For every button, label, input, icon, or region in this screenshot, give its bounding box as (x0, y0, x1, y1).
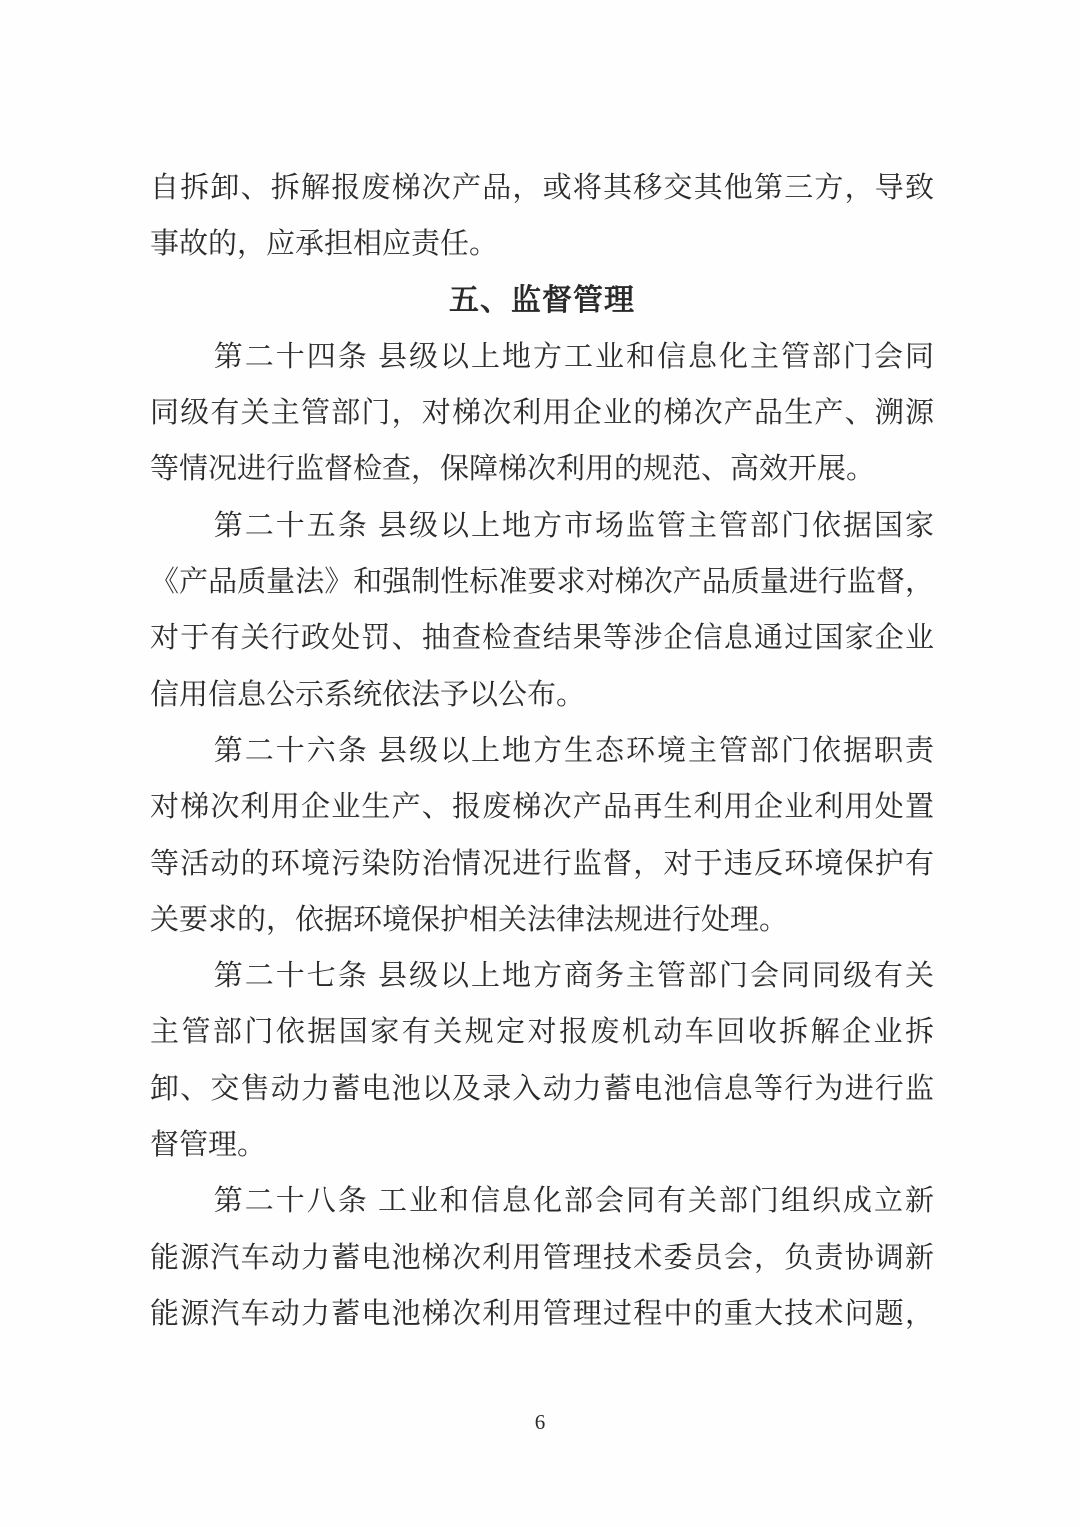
text-line: 第二十五条 县级以上地方市场监管主管部门依据国家 (213, 509, 934, 542)
text-line: 信用信息公示系统依法予以公布。 (150, 678, 586, 711)
text-line: 同级有关主管部门，对梯次利用企业的梯次产品生产、溯源 (150, 397, 934, 430)
text-line: 卸、交售动力蓄电池以及录入动力蓄电池信息等行为进行监 (150, 1072, 934, 1105)
text-line: 《产品质量法》和强制性标准要求对梯次产品质量进行监督， (150, 566, 934, 599)
text-line: 关要求的，依据环境保护相关法律法规进行处理。 (150, 903, 789, 936)
text-line: 第二十四条 县级以上地方工业和信息化主管部门会同 (213, 340, 934, 373)
text-line: 第二十七条 县级以上地方商务主管部门会同同级有关 (213, 960, 934, 993)
text-line: 对于有关行政处罚、抽查检查结果等涉企信息通过国家企业 (150, 622, 934, 655)
text-line: 事故的，应承担相应责任。 (150, 228, 499, 261)
text-line: 等情况进行监督检查，保障梯次利用的规范、高效开展。 (150, 453, 876, 486)
text-line: 自拆卸、拆解报废梯次产品，或将其移交其他第三方，导致 (150, 172, 934, 204)
text-line: 主管部门依据国家有关规定对报废机动车回收拆解企业拆 (150, 1016, 934, 1049)
page-number: 6 (534, 1410, 546, 1434)
section-heading: 五、监督管理 (449, 283, 635, 317)
text-line: 能源汽车动力蓄电池梯次利用管理过程中的重大技术问题， (150, 1297, 934, 1330)
text-line: 等活动的环境污染防治情况进行监督，对于违反环境保护有 (150, 847, 934, 880)
text-line: 能源汽车动力蓄电池梯次利用管理技术委员会，负责协调新 (150, 1241, 934, 1274)
text-line: 第二十六条 县级以上地方生态环境主管部门依据职责 (213, 734, 934, 767)
text-line: 第二十八条 工业和信息化部会同有关部门组织成立新 (213, 1185, 934, 1218)
text-line: 对梯次利用企业生产、报废梯次产品再生利用企业利用处置 (150, 791, 934, 824)
text-line: 督管理。 (150, 1129, 267, 1162)
document-body (150, 160, 934, 1342)
